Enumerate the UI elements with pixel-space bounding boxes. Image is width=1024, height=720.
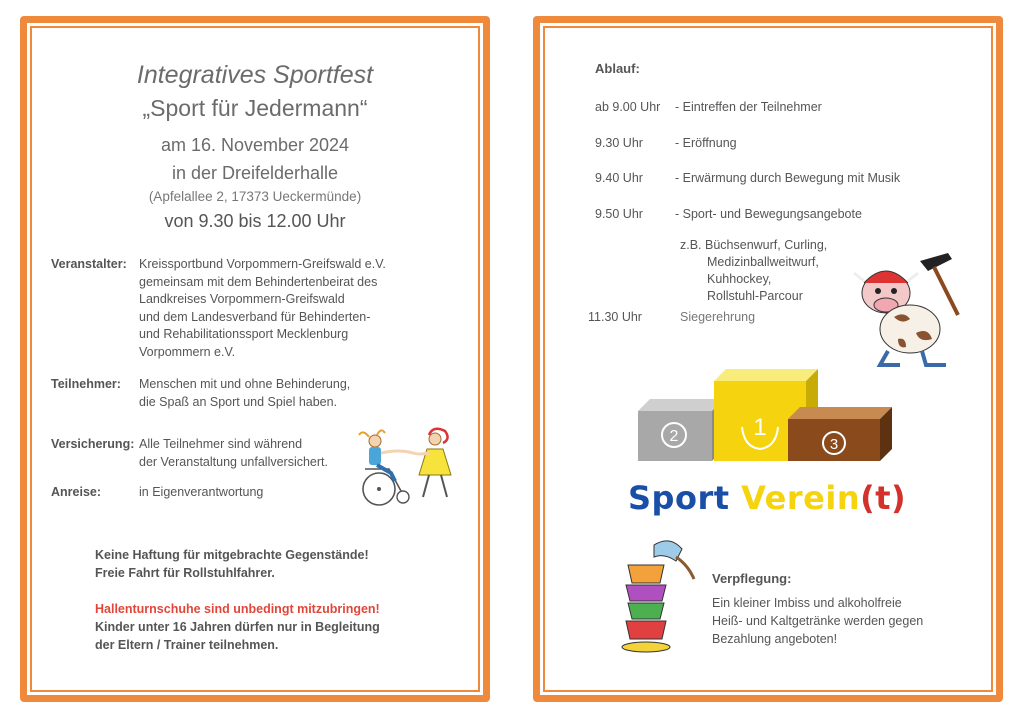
catering-line: Heiß- und Kaltgetränke werden gegen: [712, 614, 924, 628]
schedule-time: 9.40 Uhr: [595, 171, 643, 185]
schedule-desc: - Eröffnung: [675, 136, 737, 150]
insurance-line: Alle Teilnehmer sind während: [139, 437, 303, 451]
activity-examples: [680, 237, 827, 305]
event-venue: in der Dreifelderhalle: [171, 163, 339, 183]
podium-third-label: 3: [829, 436, 839, 453]
catering-text: [712, 594, 923, 648]
organizer-line: Vorpommern e.V.: [139, 344, 236, 359]
participants-label: Teilnehmer:: [51, 377, 121, 391]
notice-children: Kinder unter 16 Jahren dürfen nur in Begleitung: [95, 620, 380, 634]
brand-verein: Verein: [741, 479, 861, 517]
event-subtitle: „Sport für Jedermann“: [142, 95, 368, 121]
insurance-text: [139, 436, 328, 471]
winners-podium-illustration: [638, 365, 896, 465]
event-time: von 9.30 bis 12.00 Uhr: [164, 211, 346, 231]
arrival-text: in Eigenverantwortung: [139, 485, 264, 499]
schedule-time: 9.30 Uhr: [595, 136, 643, 150]
example-line: z.B. Büchsenwurf, Curling,: [680, 238, 828, 252]
organizer-line: gemeinsam mit dem Behindertenbeirat des: [139, 274, 378, 289]
participants-line: die Spaß an Sport und Spiel haben.: [139, 394, 338, 409]
participants-text: [139, 376, 350, 411]
organizer-line: Landkreises Vorpommern-Greifswald: [139, 292, 345, 306]
example-line: Rollstuhl-Parcour: [707, 289, 803, 303]
event-title: Integratives Sportfest: [136, 61, 374, 89]
catering-line: Bezahlung angeboten!: [712, 632, 838, 646]
flyer-page-right: [533, 16, 1003, 702]
stacked-cups-illustration: [618, 535, 696, 655]
schedule-desc: - Sport- und Bewegungsangebote: [675, 207, 862, 221]
sport-verein-logo-text: [628, 479, 906, 517]
event-date: am 16. November 2024: [160, 135, 350, 155]
example-line: Kuhhockey,: [707, 272, 772, 286]
organizer-line: und dem Landesverband für Behinderten-: [139, 309, 371, 324]
cow-hockey-mascot-illustration: [850, 253, 960, 371]
organizer-text: [139, 256, 386, 361]
brand-sport: Sport: [628, 479, 730, 517]
schedule-heading: Ablauf:: [595, 61, 640, 76]
schedule-time: ab 9.00 Uhr: [595, 100, 661, 114]
organizer-line: und Rehabilitationssport Mecklenburg: [139, 327, 349, 341]
schedule-desc: - Erwärmung durch Bewegung mit Musik: [675, 171, 901, 185]
schedule-time: 9.50 Uhr: [595, 207, 643, 221]
example-line: Medizinballweitwurf,: [707, 255, 819, 269]
organizer-label: Veranstalter:: [51, 257, 127, 271]
notice-wheelchair: Freie Fahrt für Rollstuhlfahrer.: [95, 566, 275, 580]
notice-shoes: Hallenturnschuhe sind unbedingt mitzubringen!: [95, 602, 380, 616]
notice-liability: Keine Haftung für mitgebrachte Gegenstände!: [95, 548, 369, 562]
insurance-label: Versicherung:: [51, 437, 135, 451]
catering-line: Ein kleiner Imbiss und alkoholfreie: [712, 596, 902, 610]
participants-line: Menschen mit und ohne Behinderung,: [139, 377, 351, 391]
arrival-label: Anreise:: [51, 485, 102, 499]
event-address: (Apfelallee 2, 17373 Ueckermünde): [148, 189, 362, 204]
brand-t: (t): [860, 479, 907, 517]
award-desc: Siegerehrung: [680, 310, 756, 324]
award-time: 11.30 Uhr: [588, 310, 642, 324]
podium-second-label: 2: [669, 428, 679, 445]
flyer-page-left: [20, 16, 490, 702]
kids-wheelchair-illustration: [355, 425, 465, 509]
podium-first-label: 1: [753, 414, 767, 441]
catering-heading: Verpflegung:: [712, 571, 792, 586]
notice-children-cont: der Eltern / Trainer teilnehmen.: [95, 638, 279, 652]
insurance-line: der Veranstaltung unfallversichert.: [139, 454, 328, 469]
organizer-line: Kreissportbund Vorpommern-Greifswald e.V.: [139, 257, 386, 271]
schedule-desc: - Eintreffen der Teilnehmer: [675, 100, 822, 114]
